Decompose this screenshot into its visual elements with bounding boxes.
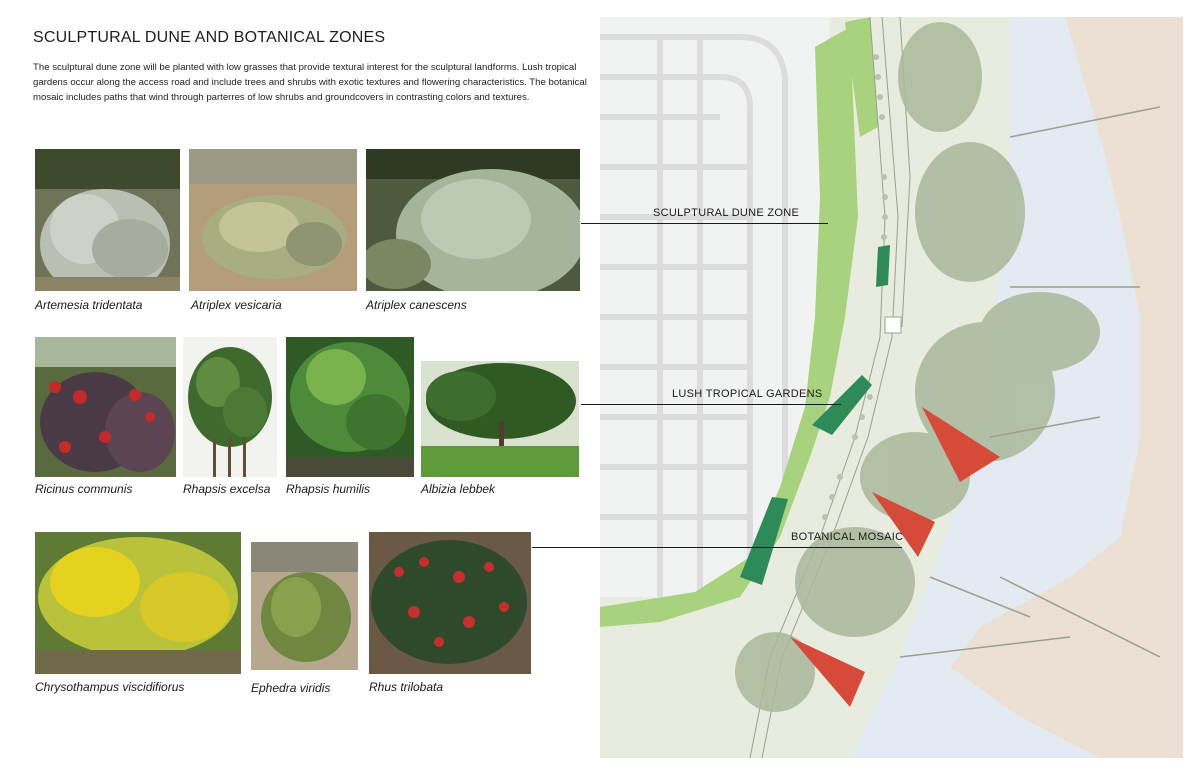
caption-ephedra-viridis: Ephedra viridis — [251, 681, 331, 695]
photo-rhus-trilobata — [369, 532, 531, 674]
caption-atriplex-canescens: Atriplex canescens — [366, 298, 467, 312]
leader-line-dune — [581, 223, 828, 224]
caption-albizia-lebbek: Albizia lebbek — [421, 482, 496, 496]
caption-rhapsis-humilis: Rhapsis humilis — [286, 482, 371, 496]
photo-chrysothampus-viscidifiorus — [35, 532, 241, 674]
photo-ephedra-viridis — [251, 542, 358, 670]
leader-line-tropical — [581, 404, 841, 405]
intro-paragraph: The sculptural dune zone will be planted with low grasses that provide textural interest for the sculptural landforms. Lush tropical gardens occur along the access road and include trees and shrubs with exotic textures and flowering characteristics. The botanical mosaic includes paths that wind through parterres of low shrubs and groundcovers in contrasting colors and textures. — [33, 62, 587, 103]
photo-atriplex-canescens — [366, 149, 580, 291]
photo-rhapsis-excelsa — [183, 337, 277, 477]
photo-ricinus-communis — [35, 337, 176, 477]
caption-artemesia-tridentata: Artemesia tridentata — [35, 298, 143, 312]
caption-rhus-trilobata: Rhus trilobata — [369, 680, 444, 694]
zone-label-botanical-mosaic: BOTANICAL MOSAIC — [791, 531, 904, 543]
caption-rhapsis-excelsa: Rhapsis excelsa — [183, 482, 271, 496]
caption-chrysothampus-viscidifiorus: Chrysothampus viscidifiorus — [35, 680, 185, 694]
leader-line-botanical — [532, 547, 902, 548]
photo-rhapsis-humilis — [286, 337, 414, 477]
zone-label-tropical-gardens: LUSH TROPICAL GARDENS — [672, 388, 823, 400]
page-title: SCULPTURAL DUNE AND BOTANICAL ZONES — [33, 29, 386, 46]
photo-albizia-lebbek — [421, 361, 579, 477]
photo-atriplex-vesicaria — [189, 149, 357, 291]
zone-label-sculptural-dune: SCULPTURAL DUNE ZONE — [653, 207, 800, 219]
caption-atriplex-vesicaria: Atriplex vesicaria — [191, 298, 282, 312]
caption-ricinus-communis: Ricinus communis — [35, 482, 133, 496]
photo-artemesia-tridentata — [35, 149, 180, 291]
